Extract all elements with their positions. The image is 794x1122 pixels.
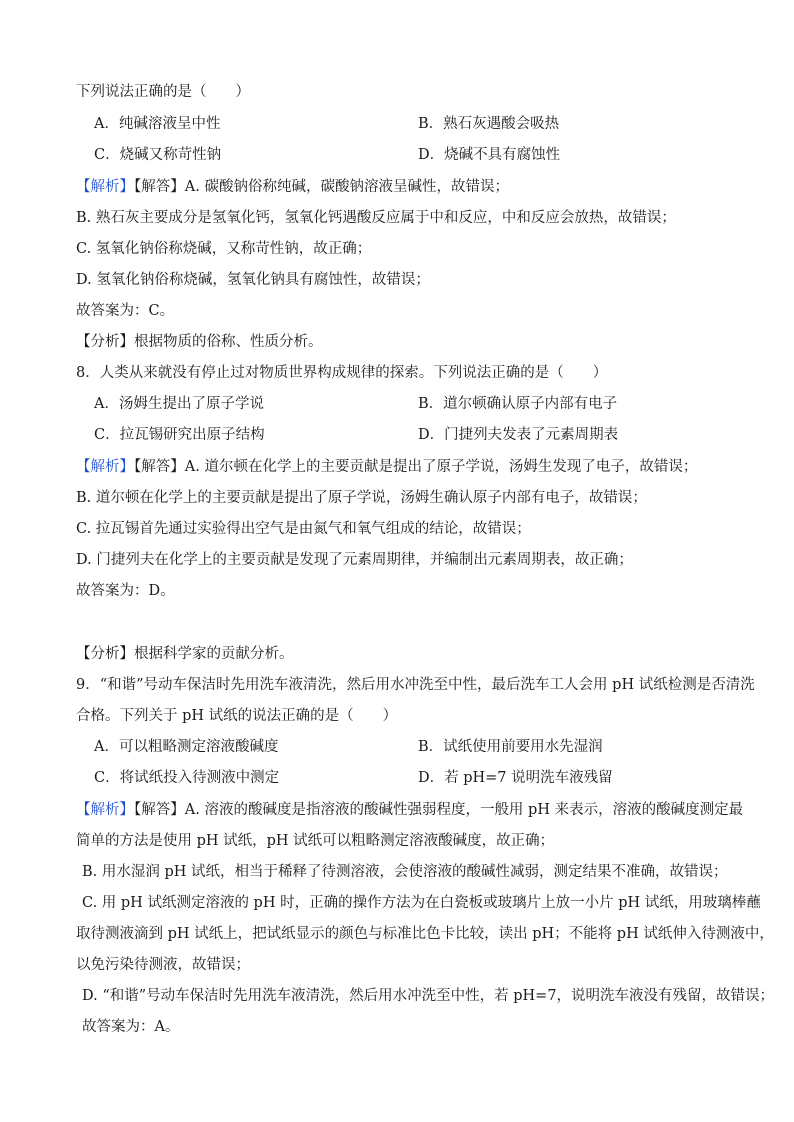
q7-answer: 故答案为：C。 — [76, 303, 175, 319]
q7-analysis-tag: 【分析】 — [76, 334, 134, 350]
q7-option-c: C．烧碱又称苛性钠 — [94, 147, 222, 163]
q8-solution-a: 【解答】A. 道尔顿在化学上的主要贡献是提出了原子学说，汤姆生发现了电子，故错误； — [134, 459, 698, 475]
q9-solution-c-line-3: 以免污染待测液，故错误； — [76, 957, 250, 973]
q7-solution-c: C. 氢氧化钠俗称烧碱，又称苛性钠，故正确； — [76, 241, 372, 257]
q8-analysis: 根据科学家的贡献分析。 — [134, 646, 294, 662]
q8-solution-d: D. 门捷列夫在化学上的主要贡献是发现了元素周期律，并编制出元素周期表，故正确； — [76, 552, 633, 568]
q7-solution-a: 【解答】A. 碳酸钠俗称纯碱，碳酸钠溶液呈碱性，故错误； — [134, 179, 509, 195]
q9-solution-tag: 【解析】 — [76, 802, 134, 818]
q8-option-a: A．汤姆生提出了原子学说 — [94, 396, 264, 412]
q9-solution-a-line-2: 简单的方法是使用 pH 试纸，pH 试纸可以粗略测定溶液酸碱度，故正确； — [76, 833, 555, 849]
q8-analysis-line — [76, 644, 294, 664]
q7-stem: 下列说法正确的是（ ） — [76, 84, 250, 100]
q7-solution-b: B. 熟石灰主要成分是氢氧化钙，氢氧化钙遇酸反应属于中和反应，中和反应会放热，故错误； — [76, 210, 676, 226]
q7-analysis: 根据物质的俗称、性质分析。 — [134, 334, 323, 350]
q9-solution-c-line-1: C. 用 pH 试纸测定溶液的 pH 时，正确的操作方法为在白瓷板或玻璃片上放一小片 pH 试纸，用玻璃棒蘸 — [82, 895, 761, 911]
q7-solution-tag: 【解析】 — [76, 179, 134, 195]
q8-stem: 8．人类从来就没有停止过对物质世界构成规律的探索。下列说法正确的是（ ） — [76, 365, 608, 381]
q9-option-d: D．若 pH=7 说明洗车液残留 — [418, 770, 613, 786]
q8-solution-a-line — [76, 457, 697, 477]
q9-solution-a-1: 【解答】A. 溶液的酸碱度是指溶液的酸碱性强弱程度，一般用 pH 来表示，溶液的酸碱度测定最 — [134, 802, 744, 818]
q9-solution-d: D. “和谐”号动车保洁时先用洗车液清洗，然后用水冲洗至中性，若 pH=7，说明洗车液没有残留，故错误； — [82, 988, 775, 1004]
q8-option-d: D．门捷列夫发表了元素周期表 — [418, 427, 619, 443]
q8-solution-tag: 【解析】 — [76, 459, 134, 475]
q9-option-a: A．可以粗略测定溶液酸碱度 — [94, 739, 279, 755]
q9-option-c: C．将试纸投入待测液中测定 — [94, 770, 280, 786]
q9-solution-c-line-2: 取待测液滴到 pH 试纸上，把试纸显示的颜色与标准比色卡比较，读出 pH；不能将 pH 试纸伸入待测液中， — [76, 926, 774, 942]
q8-option-b: B．道尔顿确认原子内部有电子 — [418, 396, 618, 412]
q9-stem-line-2: 合格。下列关于 pH 试纸的说法正确的是（ ） — [76, 708, 398, 724]
q9-solution-b: B. 用水湿润 pH 试纸，相当于稀释了待测溶液，会使溶液的酸碱性减弱，测定结果不准确，故错误； — [82, 864, 728, 880]
q9-solution-a-line-1 — [76, 800, 743, 820]
q7-solution-d: D. 氢氧化钠俗称烧碱，氢氧化钠具有腐蚀性，故错误； — [76, 272, 430, 288]
q9-answer: 故答案为：A。 — [82, 1019, 180, 1035]
q8-answer: 故答案为：D。 — [76, 583, 175, 599]
q8-solution-b: B. 道尔顿在化学上的主要贡献是提出了原子学说，汤姆生确认原子内部有电子，故错误； — [76, 490, 647, 506]
q7-analysis-line — [76, 332, 323, 352]
q7-option-d: D．烧碱不具有腐蚀性 — [418, 147, 561, 163]
q9-option-b: B．试纸使用前要用水先湿润 — [418, 739, 603, 755]
q9-stem-line-1: 9．“和谐”号动车保洁时先用洗车液清洗，然后用水冲洗至中性，最后洗车工人会用 pH 试纸检测是否清洗 — [76, 677, 755, 693]
q8-analysis-tag: 【分析】 — [76, 646, 134, 662]
q8-solution-c: C. 拉瓦锡首先通过实验得出空气是由氮气和氧气组成的结论，故错误； — [76, 521, 531, 537]
q7-solution-a-line — [76, 177, 509, 197]
q7-option-a: A．纯碱溶液呈中性 — [94, 116, 221, 132]
q7-option-b: B．熟石灰遇酸会吸热 — [418, 116, 560, 132]
q8-option-c: C．拉瓦锡研究出原子结构 — [94, 427, 265, 443]
